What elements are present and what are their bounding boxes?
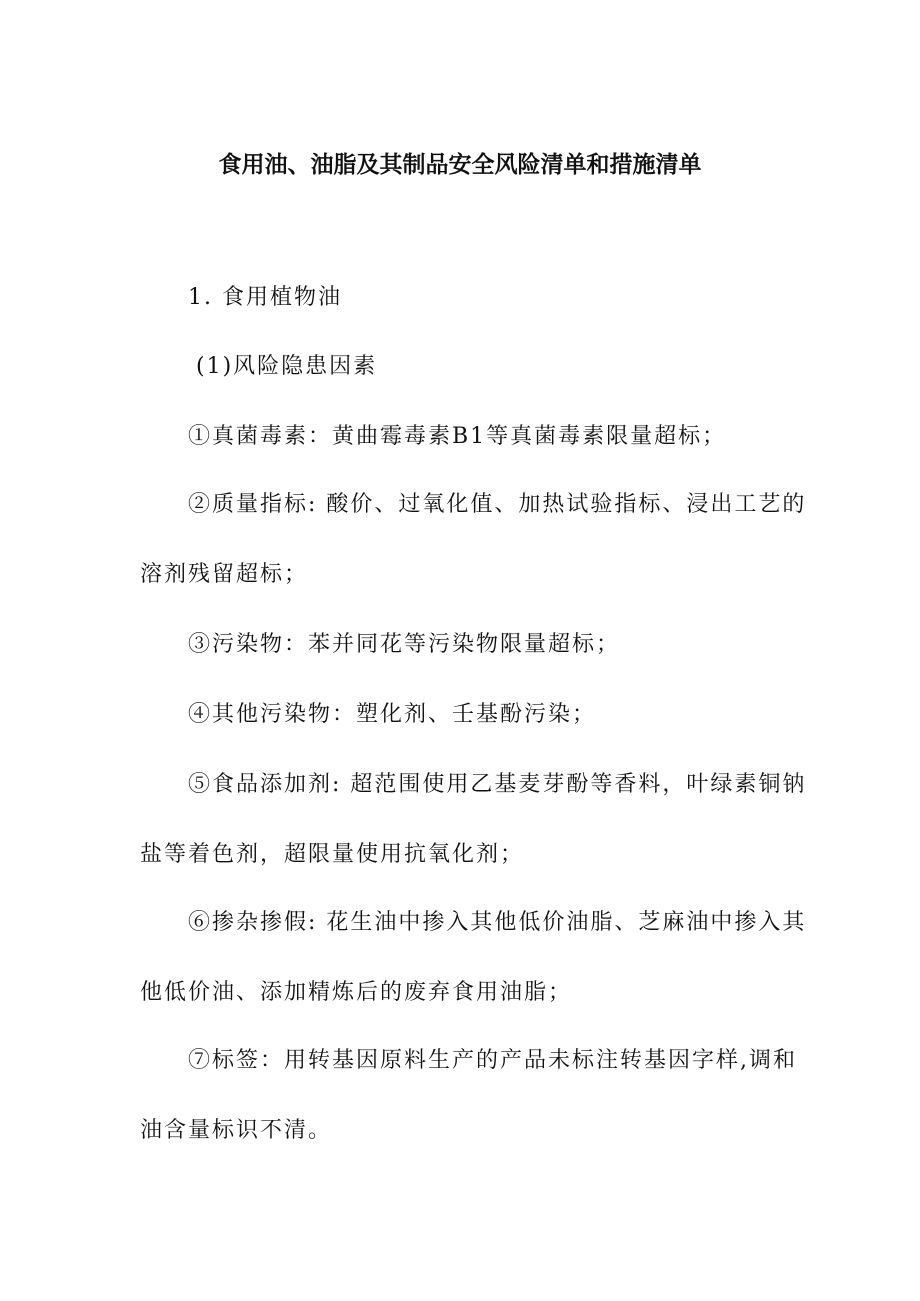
risk-item-1: ①真菌毒素：黄曲霉毒素B1等真菌毒素限量超标； bbox=[188, 424, 727, 449]
risk-item-3: ③污染物：苯并同花等污染物限量超标； bbox=[188, 632, 621, 657]
risk-item-7-line-1: ⑦标签：用转基因原料生产的产品未标注转基因字样,调和 bbox=[188, 1048, 797, 1073]
risk-item-7-line-2: 油含量标识不清。 bbox=[140, 1118, 333, 1143]
subsection-heading: (1)风险隐患因素 bbox=[196, 354, 378, 379]
risk-item-5-line-2: 盐等着色剂，超限量使用抗氧化剂； bbox=[140, 842, 525, 867]
risk-item-2-line-2: 溶剂残留超标； bbox=[140, 562, 309, 587]
risk-item-6-line-2: 他低价油、添加精炼后的废弃食用油脂； bbox=[140, 980, 573, 1005]
risk-item-2-line-1: ②质量指标: 酸价、过氧化值、加热试验指标、浸出工艺的 bbox=[188, 492, 807, 517]
document-title-text: 食用油、油脂及其制品安全风险清单和措施清单 bbox=[218, 152, 702, 178]
risk-item-6-line-1: ⑥掺杂掺假: 花生油中掺入其他低价油脂、芝麻油中掺入其 bbox=[188, 910, 807, 935]
risk-item-4: ④其他污染物：塑化剂、壬基酚污染； bbox=[188, 702, 597, 727]
document-title bbox=[0, 146, 880, 179]
risk-item-5-line-1: ⑤食品添加剂: 超范围使用乙基麦芽酚等香料，叶绿素铜钠 bbox=[188, 772, 807, 797]
section-heading: 1. 食用植物油 bbox=[188, 285, 342, 310]
